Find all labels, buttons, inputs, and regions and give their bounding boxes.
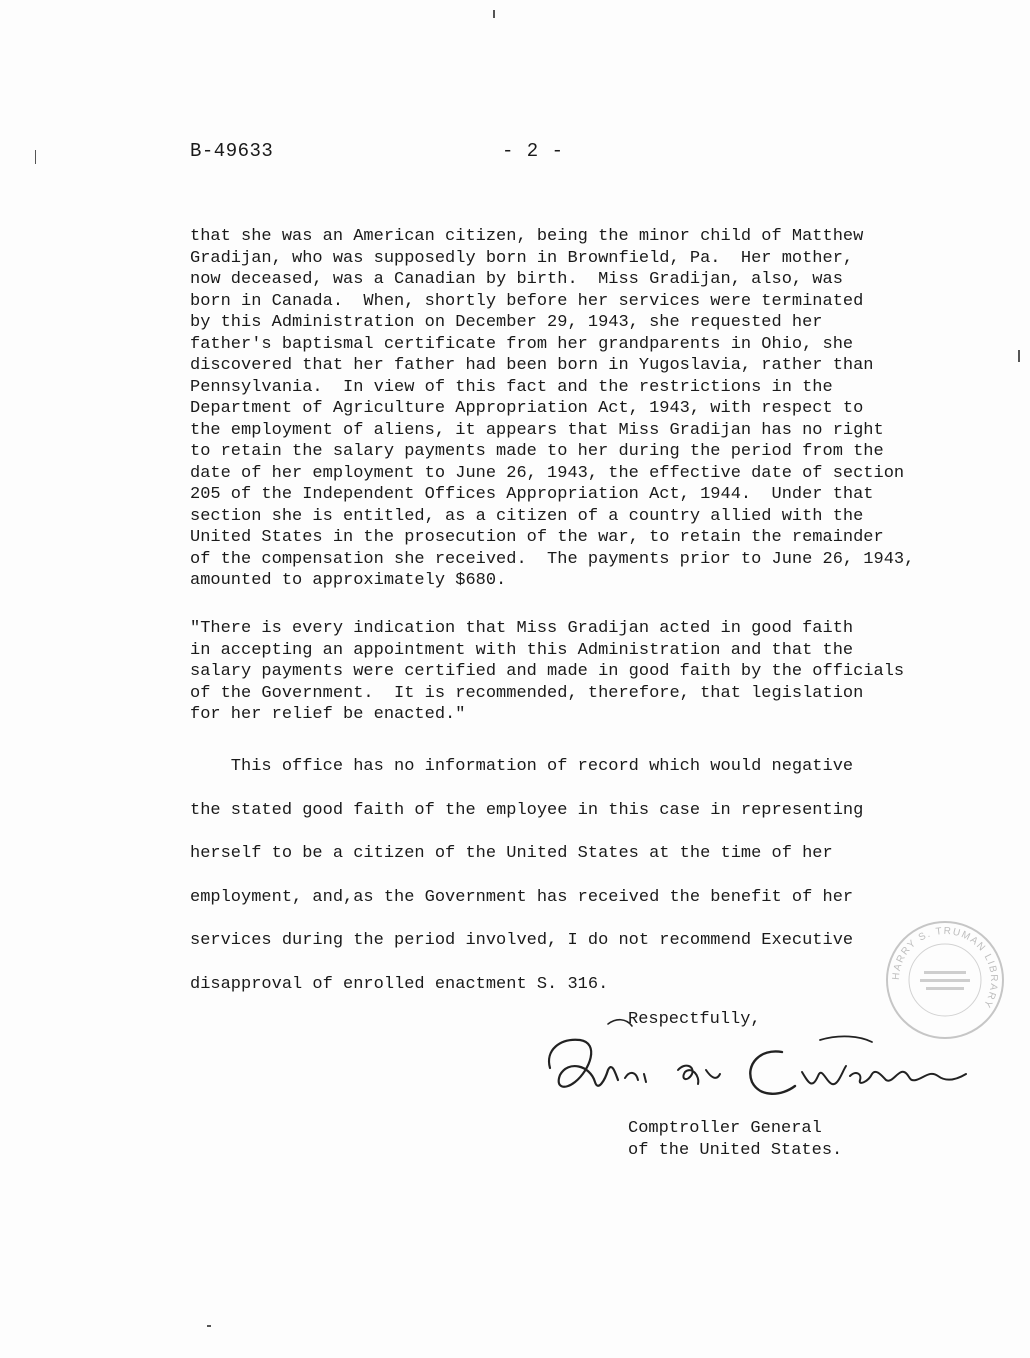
text-line: in accepting an appointment with this Administration and that the xyxy=(190,640,854,660)
text-line: disapproval of enrolled enactment S. 316. xyxy=(190,974,609,994)
file-number: B-49633 xyxy=(190,140,274,162)
text-line: discovered that her father had been born in Yugoslavia, rather than xyxy=(190,356,874,375)
text-line: to retain the salary payments made to her during the period from the xyxy=(190,442,884,461)
text-line: the employment of aliens, it appears that Miss Gradijan has no right xyxy=(190,420,884,440)
text-line: born in Canada. When, shortly before her services were terminated xyxy=(190,291,864,311)
text-line: for her relief be enacted." xyxy=(190,705,466,724)
text-line: employment, and,as the Government has received the benefit of her xyxy=(190,887,854,907)
signer-title xyxy=(628,1118,842,1161)
text-line: services during the period involved, I do not recommend Executive xyxy=(190,931,854,950)
text-line: Department of Agriculture Appropriation Act, 1943, with respect to xyxy=(190,399,864,418)
text-line: section she is entitled, as a citizen of a country allied with the xyxy=(190,506,864,526)
text-line: amounted to approximately $680. xyxy=(190,571,507,590)
text-line: salary payments were certified and made in good faith by the officials xyxy=(190,662,905,681)
text-line: United States in the prosecution of the war, to retain the remainder xyxy=(190,528,884,547)
body-paragraph xyxy=(190,745,970,1006)
text-line: Pennsylvania. In view of this fact and the restrictions in the xyxy=(190,377,833,397)
text-line: This office has no information of record which would negative xyxy=(190,757,854,776)
page-number: - 2 - xyxy=(502,140,565,162)
text-line: Gradijan, who was supposedly born in Brownfield, Pa. Her mother, xyxy=(190,248,854,268)
text-line: of the Government. It is recommended, therefore, that legislation xyxy=(190,683,864,703)
svg-text:HARRY S. TRUMAN LIBRARY: HARRY S. TRUMAN LIBRARY xyxy=(890,925,1000,1011)
text-line: herself to be a citizen of the United States at the time of her xyxy=(190,844,833,863)
text-line: that she was an American citizen, being the minor child of Matthew xyxy=(190,227,864,246)
text-line: father's baptismal certificate from her grandparents in Ohio, she xyxy=(190,334,854,354)
paper-mark xyxy=(1018,350,1020,362)
text-line: by this Administration on December 29, 1943, she requested her xyxy=(190,313,823,332)
paper-mark xyxy=(207,1325,211,1327)
text-line: now deceased, was a Canadian by birth. Miss Gradijan, also, was xyxy=(190,270,843,289)
text-line: "There is every indication that Miss Gradijan acted in good faith xyxy=(190,619,854,638)
text-line: 205 of the Independent Offices Appropriation Act, 1944. Under that xyxy=(190,485,874,504)
closing-salutation: Respectfully, xyxy=(628,1010,761,1029)
text-line: of the compensation she received. The payments prior to June 26, 1943, xyxy=(190,549,915,569)
paper-mark xyxy=(493,10,495,18)
text-line: date of her employment to June 26, 1943, the effective date of section xyxy=(190,463,905,483)
paper-mark xyxy=(35,150,36,164)
library-stamp xyxy=(880,915,1010,1045)
quoted-paragraph-1 xyxy=(190,226,970,592)
text-line: of the United States. xyxy=(628,1140,843,1160)
text-line: the stated good faith of the employee in this case in representing xyxy=(190,800,864,820)
quoted-paragraph-2 xyxy=(190,618,970,726)
text-line: Comptroller General xyxy=(628,1119,822,1138)
